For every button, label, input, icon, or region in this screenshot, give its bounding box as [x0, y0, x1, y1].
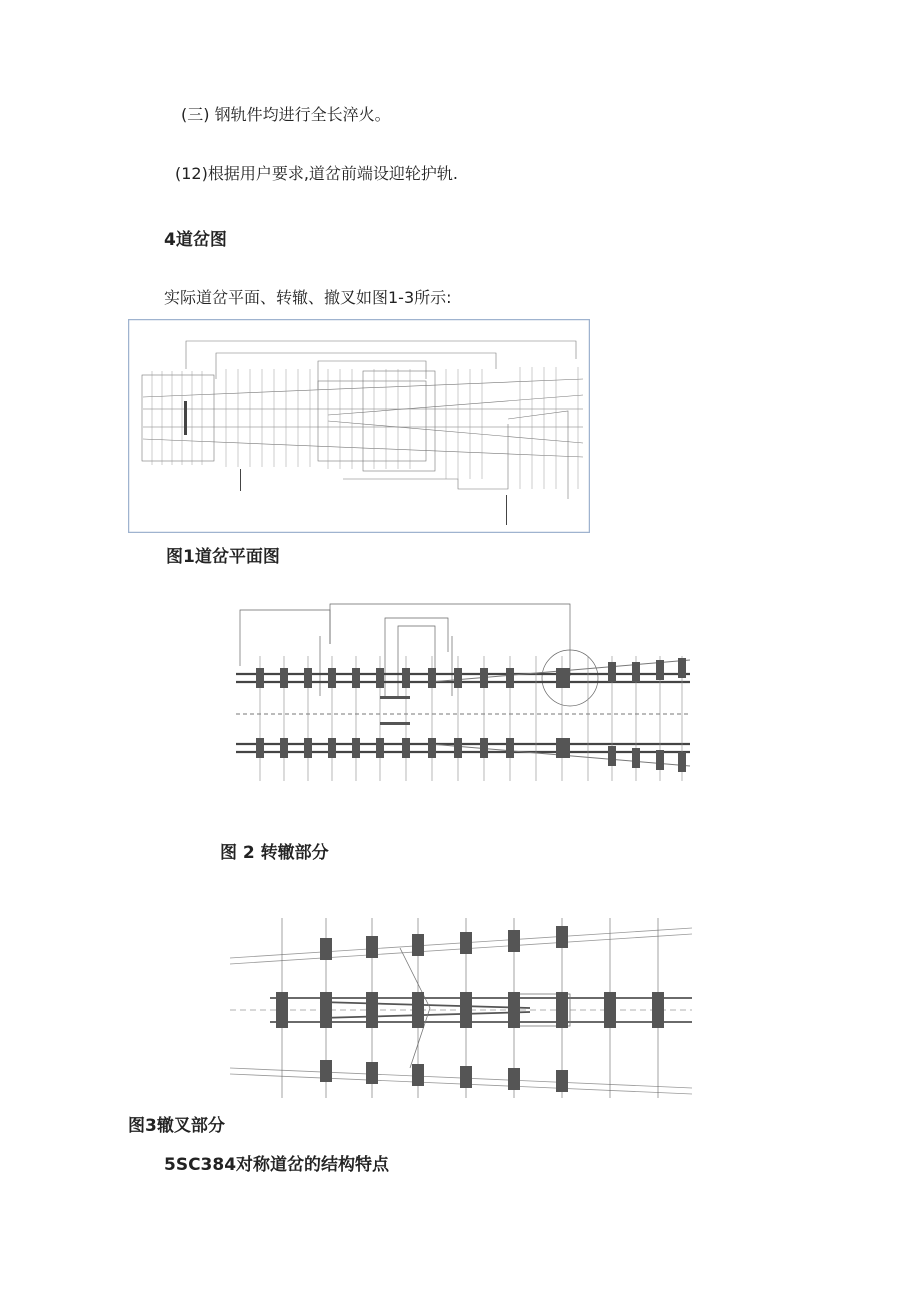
- figure-3-caption: 图3辙叉部分: [128, 1116, 225, 1136]
- figure-1-caption: 图1道岔平面图: [166, 547, 280, 567]
- figure-2-switch-part: [230, 596, 692, 800]
- item-12-text: (12)根据用户要求,道岔前端设迎轮护轨.: [175, 164, 459, 183]
- figure-2-caption: 图 2 转辙部分: [220, 843, 329, 863]
- section-4-heading: 4道岔图: [164, 230, 227, 250]
- figures-intro-text: 实际道岔平面、转辙、撤叉如图1-3所示:: [164, 288, 452, 307]
- figure-1-turnout-plan: [128, 319, 590, 533]
- item-3-text: (三) 钢轨件均进行全长淬火。: [181, 105, 391, 124]
- figure-3-frog-part: [230, 898, 692, 1104]
- section-5-heading: 5SC384对称道岔的结构特点: [164, 1155, 390, 1175]
